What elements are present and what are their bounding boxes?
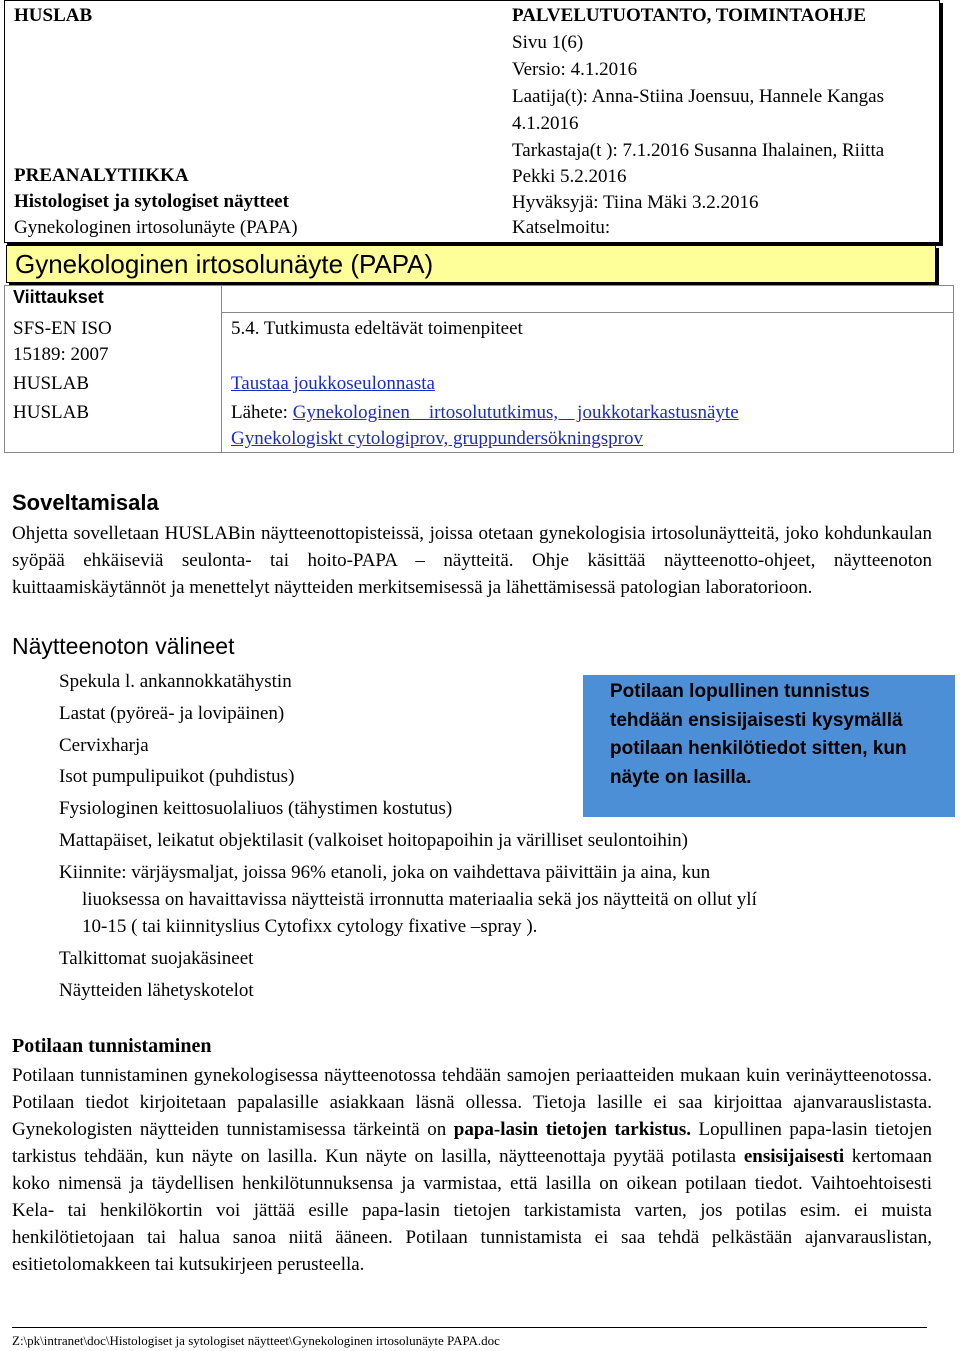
- equipment-item-cont: 10-15 ( tai kiinnityslius Cytofixx cytology fixative –spray ).: [82, 916, 538, 937]
- identification-text-1: Potilaan tunnistaminen gynekologisessa näytteenotossa tehdään samojen periaatteiden mukaan kuin verinäytteenotossa. Potilaan tiedot kirjoitetaan papalasille asiakkaan läsnä ollessa. Tietoja lasille ei saa kirjoittaa ajanvarauslistasta. Gynekologisten näytteiden tunnistamisessa tärkeintä on: [12, 1065, 932, 1140]
- equipment-item: Cervixharja: [59, 735, 149, 756]
- equipment-item: Näytteiden lähetyskotelot: [59, 980, 254, 1001]
- ref-section: 5.4. Tutkimusta edeltävät toimenpiteet: [231, 318, 523, 339]
- doc-name: Gynekologinen irtosolunäyte (PAPA): [14, 217, 298, 238]
- identification-emphasis-1: papa-lasin tietojen tarkistus.: [453, 1119, 692, 1140]
- identification-emphasis-2: ensisijaisesti: [743, 1146, 845, 1167]
- doc-type: PALVELUTUOTANTO, TOIMINTAOHJE: [512, 5, 867, 26]
- identification-heading: Potilaan tunnistaminen: [12, 1035, 212, 1057]
- equipment-item: Isot pumpulipuikot (puhdistus): [59, 766, 295, 787]
- ref-link-background[interactable]: Taustaa joukkoseulonnasta: [231, 373, 435, 394]
- ref-referral-line: [231, 400, 739, 426]
- author-line-1: Laatija(t): Anna-Stiina Joensuu, Hannele Kangas: [512, 86, 884, 107]
- equipment-item: Kiinnite: värjäysmaljat, joissa 96% etanoli, joka on vaihdettava päivittäin ja aina, kun: [59, 862, 711, 883]
- identification-text-3: kertomaan koko nimensä ja täydellisen henkilötunnuksensa ja varmistaa, että lasilla on oikean potilaan tiedot. Vaihtoehtoisesti Kela- tai henkilökortin voi jättää esille papa-lasin tietojen tarkistamista varten, jos potilas esim. ei muista henkilötietojaan tai halua sanoa niitä ääneen. Potilaan tunnistamista ei saa tehdä pelkästään ajanvarauslistan, esitietolomakkeen tai kutsukirjeen perusteella.: [12, 1146, 932, 1275]
- identification-callout: Potilaan lopullinen tunnistus tehdään ensisijaisesti kysymällä potilaan henkilötiedot sitten, kun näyte on lasilla.: [583, 675, 955, 817]
- equipment-item: Lastat (pyöreä- ja lovipäinen): [59, 703, 285, 724]
- scope-heading: Soveltamisala: [12, 490, 159, 515]
- category: PREANALYTIIKKA: [14, 165, 189, 186]
- version: Versio: 4.1.2016: [512, 59, 638, 80]
- references-divider-h: [221, 312, 953, 313]
- equipment-item: Talkittomat suojakäsineet: [59, 948, 254, 969]
- document-header: [4, 0, 940, 243]
- identification-text: [12, 1062, 932, 1278]
- identification-text-2: Lopullinen papa-lasin tietojen tarkistus tehdään, kun näyte on lasilla. Kun näyte on lasilla, näytteenottaja pyytää potilasta: [12, 1119, 932, 1167]
- page-title: Gynekologinen irtosolunäyte (PAPA): [6, 245, 936, 283]
- ref-standard-b: 15189: 2007: [13, 344, 109, 365]
- ref-source-3: HUSLAB: [13, 402, 90, 423]
- review-status: Katselmoitu:: [512, 217, 611, 238]
- org-name: HUSLAB: [14, 5, 93, 26]
- references-heading: Viittaukset: [13, 287, 104, 307]
- scope-text: Ohjetta sovelletaan HUSLABin näytteenottopisteissä, joissa otetaan gynekologisia irtosolunäytteitä, joko kohdunkaulan syöpää ehkäiseviä seulonta- tai hoito-PAPA – näytteitä. Ohje käsittää näytteenotto-ohjeet, näytteenoton kuittaamiskäytännöt ja menettelyt näytteiden merkitsemisessä ja lähettämisessä patologian laboratorioon.: [12, 523, 932, 598]
- page-number: Sivu 1(6): [512, 32, 584, 53]
- reviewer-line-2: Pekki 5.2.2016: [512, 166, 627, 187]
- reviewer-line-1: Tarkastaja(t ): 7.1.2016 Susanna Ihalainen, Riitta: [512, 140, 885, 161]
- references-table: [4, 285, 954, 453]
- ref-link-referral-fi[interactable]: Gynekologinen irtosolututkimus, joukkotarkastusnäyte: [292, 402, 739, 423]
- footer-path: Z:\pk\intranet\doc\Histologiset ja sytologiset näytteet\Gynekologinen irtosolunäyte PAPA.doc: [12, 1333, 500, 1348]
- equipment-item: Spekula l. ankannokkatähystin: [59, 671, 292, 692]
- approver: Hyväksyjä: Tiina Mäki 3.2.2016: [512, 192, 759, 213]
- references-divider-v: [221, 286, 222, 452]
- equipment-heading: Näytteenoton välineet: [12, 633, 235, 659]
- subcategory: Histologiset ja sytologiset näytteet: [14, 191, 289, 212]
- ref-source-2: HUSLAB: [13, 373, 90, 394]
- footer-divider: [12, 1327, 927, 1328]
- equipment-item: Fysiologinen keittosuolaliuos (tähystimen kostutus): [59, 798, 453, 819]
- ref-referral-prefix: Lähete:: [231, 402, 293, 423]
- ref-link-referral-sv[interactable]: Gynekologiskt cytologiprov, gruppundersökningsprov: [231, 428, 643, 449]
- ref-standard-a: SFS-EN ISO: [13, 318, 112, 339]
- author-line-2: 4.1.2016: [512, 113, 579, 134]
- equipment-item: Mattapäiset, leikatut objektilasit (valkoiset hoitopapoihin ja värilliset seulontoihin): [59, 830, 688, 851]
- equipment-item-cont: liuoksessa on havaittavissa näytteistä irronnutta materiaalia sekä jos näytteitä on ollut ylí: [82, 889, 757, 910]
